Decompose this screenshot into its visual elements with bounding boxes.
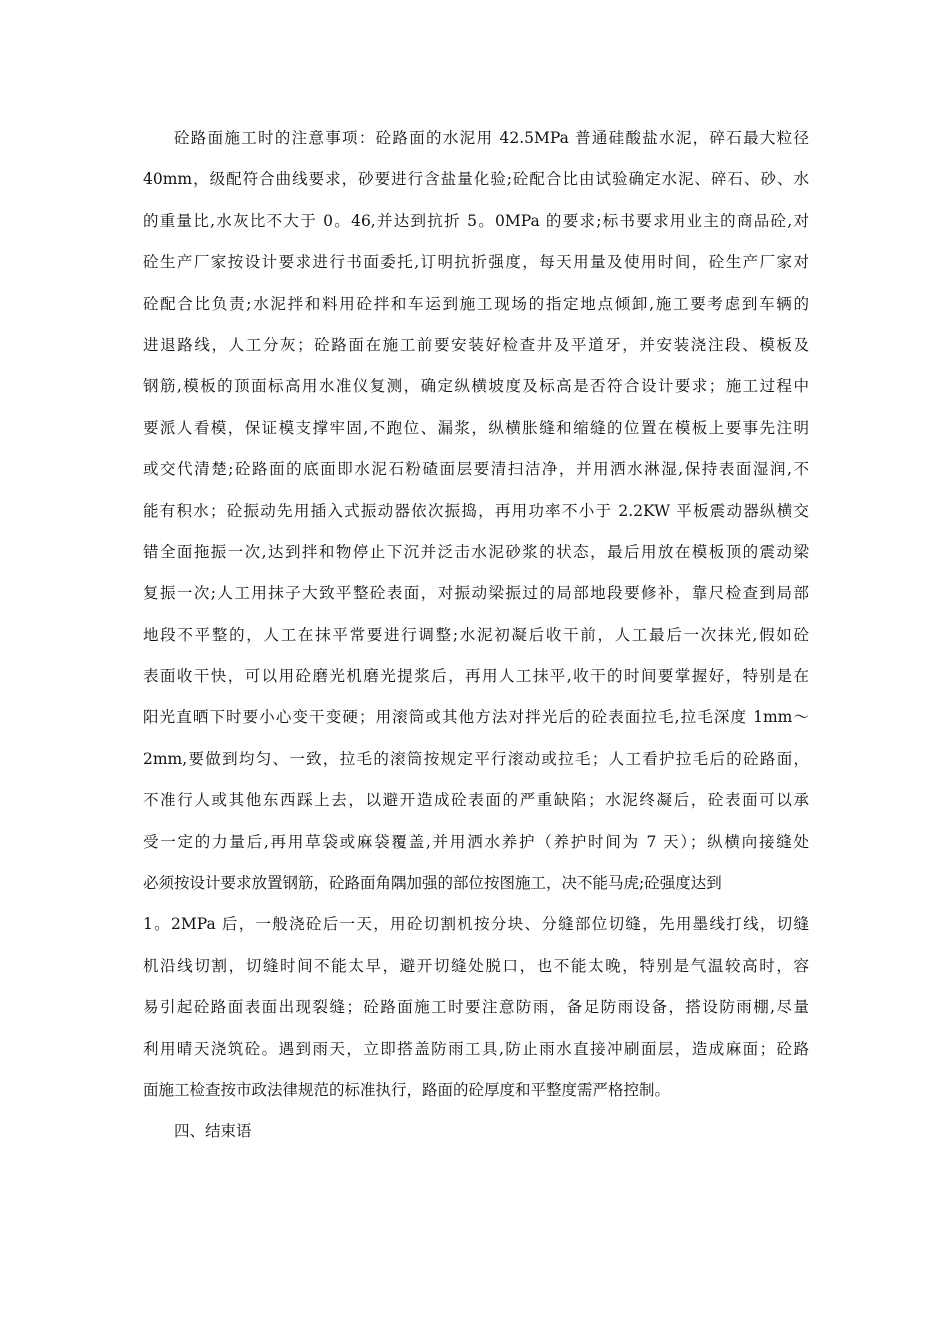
paragraph-line: 复振一次;人工用抹子大致平整砼表面，对振动梁振过的局部地段要修补，靠尺检查到局部: [143, 584, 809, 603]
paragraph-line: 40mm，级配符合曲线要求，砂要进行含盐量化验;砼配合比由试验确定水泥、碎石、砂、水: [143, 170, 809, 189]
paragraph-line: 必须按设计要求放置钢筋，砼路面角隅加强的部位按图施工，决不能马虎;砼强度达到: [143, 874, 722, 893]
paragraph-line: 面施工检查按市政法律规范的标准执行，路面的砼厚度和平整度需严格控制。: [143, 1080, 671, 1099]
paragraph-line: 1。2MPa 后，一般浇砼后一天，用砼切割机按分块、分缝部位切缝，先用墨线打线，切缝: [143, 915, 809, 934]
paragraph-line: 砼配合比负责;水泥拌和料用砼拌和车运到施工现场的指定地点倾卸,施工要考虑到车辆的: [143, 294, 809, 313]
paragraph-line: 受一定的力量后,再用草袋或麻袋覆盖,并用洒水养护（养护时间为 7 天）；纵横向接缝处: [143, 832, 809, 851]
paragraph-line: 易引起砼路面表面出现裂缝；砼路面施工时要注意防雨，备足防雨设备，搭设防雨棚,尽量: [143, 998, 809, 1017]
paragraph-line: 2mm,要做到均匀、一致，拉毛的滚筒按规定平行滚动或拉毛；人工看护拉毛后的砼路面，: [143, 749, 809, 768]
document-body: [143, 118, 809, 1153]
paragraph-line: 砼路面施工时的注意事项：砼路面的水泥用 42.5MPa 普通硅酸盐水泥，碎石最大粒径: [174, 129, 809, 147]
paragraph-line: 利用晴天浇筑砼。遇到雨天，立即搭盖防雨工具,防止雨水直接冲刷面层，造成麻面；砼路: [143, 1039, 809, 1058]
paragraph-line: 砼生产厂家按设计要求进行书面委托,订明抗折强度，每天用量及使用时间，砼生产厂家对: [143, 253, 809, 272]
paragraph-line: 能有积水；砼振动先用插入式振动器依次振捣，再用功率不小于 2.2KW 平板震动器纵横交: [143, 501, 809, 520]
paragraph-line: 不准行人或其他东西踩上去，以避开造成砼表面的严重缺陷；水泥终凝后，砼表面可以承: [143, 791, 809, 810]
paragraph-line: 的重量比,水灰比不大于 0。46,并达到抗折 5。0MPa 的要求;标书要求用业主的商品砼,对: [143, 211, 809, 230]
paragraph-line: 要派人看模，保证模支撑牢固,不跑位、漏浆，纵横胀缝和缩缝的位置在模板上要事先注明: [143, 418, 809, 437]
paragraph-line: 阳光直晒下时要小心变干变硬；用滚筒或其他方法对拌光后的砼表面拉毛,拉毛深度 1mm～: [143, 708, 809, 727]
paragraph-line: 机沿线切割，切缝时间不能太早，避开切缝处脱口，也不能太晚，特别是气温较高时，容: [143, 956, 809, 975]
paragraph-line: 进退路线，人工分灰；砼路面在施工前要安装好检查井及平道牙，并安装浇注段、模板及: [143, 335, 809, 354]
paragraph-line: 表面收干快，可以用砼磨光机磨光提浆后，再用人工抹平,收干的时间要掌握好，特别是在: [143, 667, 809, 686]
section-heading: 四、结束语: [174, 1122, 252, 1141]
paragraph-line: 钢筋,模板的顶面标高用水准仪复测，确定纵横坡度及标高是否符合设计要求；施工过程中: [143, 377, 809, 396]
paragraph-line: 错全面拖振一次,达到拌和物停止下沉并泛击水泥砂浆的状态，最后用放在模板顶的震动梁: [143, 542, 809, 561]
paragraph-line: 地段不平整的，人工在抹平常要进行调整;水泥初凝后收干前，人工最后一次抹光,假如砼: [143, 625, 809, 644]
paragraph-line: 或交代清楚;砼路面的底面即水泥石粉碴面层要清扫洁净，并用洒水淋湿,保持表面湿润,不: [143, 460, 809, 479]
